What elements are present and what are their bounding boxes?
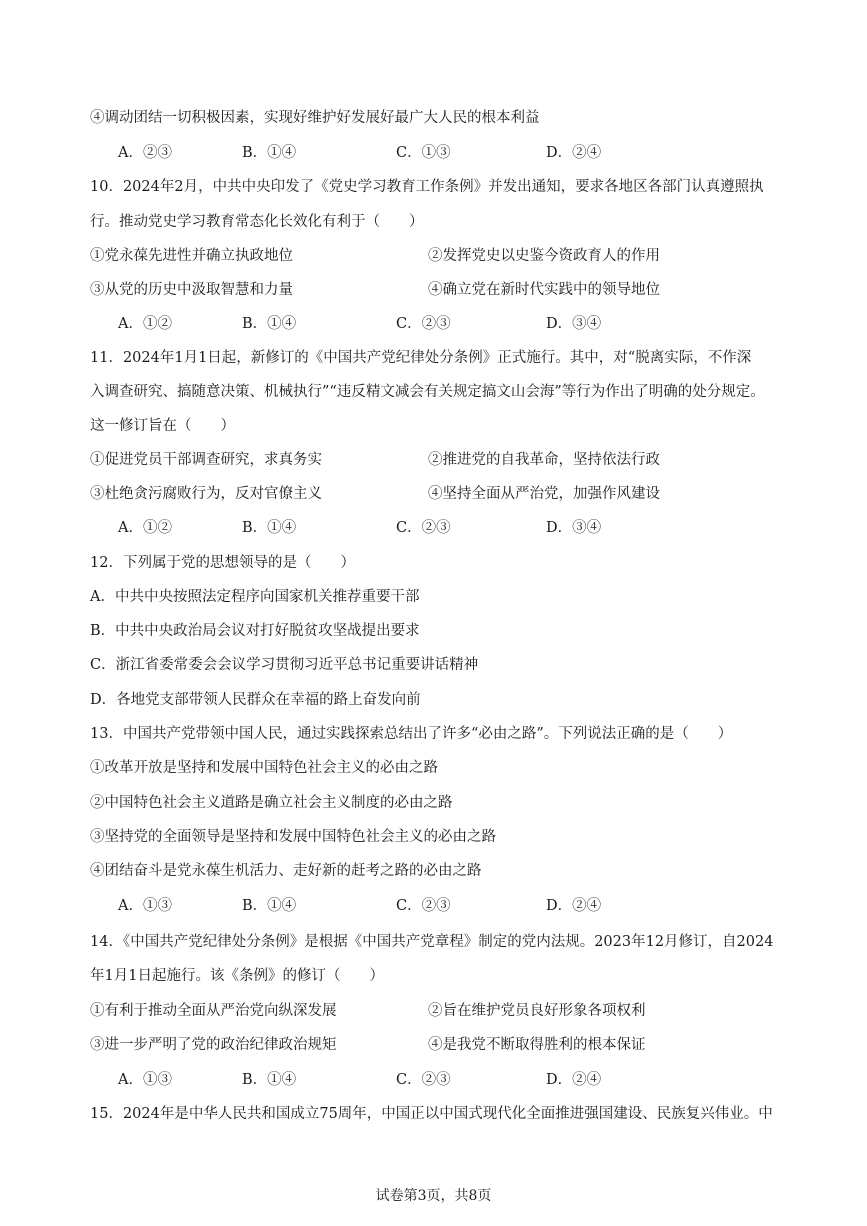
q14-item-2: ②旨在维护党员良好形象各项权利 bbox=[428, 1003, 646, 1019]
q13-stem: 13．中国共产党带领中国人民，通过实践探索总结出了许多“必由之路”。下列说法正确的是（ ） bbox=[90, 726, 733, 742]
q14-stem-line1: 14．《中国共产党纪律处分条例》是根据《中国共产党章程》制定的党内法规。2023年12月修订，自2024 bbox=[90, 934, 774, 950]
q15-stem-line1: 15．2024年是中华人民共和国成立75周年，中国正以中国式现代化全面推进强国建设、民族复兴伟业。中 bbox=[90, 1106, 773, 1122]
q14-items-row2 bbox=[90, 1035, 810, 1055]
q13-option-b: B．①④ bbox=[242, 898, 297, 914]
q11-option-a: A．①② bbox=[118, 520, 172, 536]
q11-options bbox=[118, 518, 758, 538]
q11-item-3: ③杜绝贪污腐败行为，反对官僚主义 bbox=[90, 486, 322, 502]
q9-options bbox=[118, 143, 758, 163]
q12-choice-d: D．各地党支部带领人民群众在幸福的路上奋发向前 bbox=[90, 692, 421, 708]
q10-option-c: C．②③ bbox=[396, 316, 451, 332]
q13-item-3: ③坚持党的全面领导是坚持和发展中国特色社会主义的必由之路 bbox=[90, 829, 496, 845]
q11-item-1: ①促进党员干部调查研究，求真务实 bbox=[90, 452, 322, 468]
q14-item-3: ③进一步严明了党的政治纪律政治规矩 bbox=[90, 1037, 337, 1053]
q9-item-4: ④调动团结一切积极因素，实现好维护好发展好最广大人民的根本利益 bbox=[90, 110, 540, 126]
q14-items-row1 bbox=[90, 1001, 810, 1021]
q12-choice-c: C．浙江省委常委会会议学习贯彻习近平总书记重要讲话精神 bbox=[90, 657, 479, 673]
q13-item-1: ①改革开放是坚持和发展中国特色社会主义的必由之路 bbox=[90, 760, 438, 776]
q13-item-4: ④团结奋斗是党永葆生机活力、走好新的赶考之路的必由之路 bbox=[90, 863, 482, 879]
q11-option-d: D．③④ bbox=[546, 520, 602, 536]
q12-choice-b: B．中共中央政治局会议对打好脱贫攻坚战提出要求 bbox=[90, 623, 420, 639]
q10-item-2: ②发挥党史以史鉴今资政育人的作用 bbox=[428, 248, 660, 264]
q10-stem-line1: 10．2024年2月，中共中央印发了《党史学习教育工作条例》并发出通知，要求各地区各部门认真遵照执 bbox=[90, 179, 764, 195]
q10-item-1: ①党永葆先进性并确立执政地位 bbox=[90, 248, 293, 264]
q10-options bbox=[118, 314, 758, 334]
page-footer: 试卷第3页，共8页 bbox=[375, 1188, 492, 1204]
q14-stem-line2: 年1月1日起施行。该《条例》的修订（ ） bbox=[90, 968, 384, 984]
q9-option-a: A．②③ bbox=[118, 145, 172, 161]
q13-option-a: A．①③ bbox=[118, 898, 172, 914]
q9-option-d: D．②④ bbox=[546, 145, 602, 161]
q13-option-c: C．②③ bbox=[396, 898, 451, 914]
q9-option-c: C．①③ bbox=[396, 145, 451, 161]
q11-item-2: ②推进党的自我革命，坚持依法行政 bbox=[428, 452, 660, 468]
q14-option-d: D．②④ bbox=[546, 1072, 602, 1088]
q10-item-4: ④确立党在新时代实践中的领导地位 bbox=[428, 282, 660, 298]
q13-options bbox=[118, 896, 758, 916]
q12-choice-a: A．中共中央按照法定程序向国家机关推荐重要干部 bbox=[90, 589, 420, 605]
q9-option-b: B．①④ bbox=[242, 145, 297, 161]
q10-item-3: ③从党的历史中汲取智慧和力量 bbox=[90, 282, 293, 298]
q11-stem-line2: 入调查研究、搞随意决策、机械执行”“违反精文减会有关规定搞文山会海”等行为作出了明确的处分规定。 bbox=[90, 384, 765, 400]
q13-item-2: ②中国特色社会主义道路是确立社会主义制度的必由之路 bbox=[90, 795, 453, 811]
q11-items-row1 bbox=[90, 450, 810, 470]
q14-options bbox=[118, 1070, 758, 1090]
q10-option-d: D．③④ bbox=[546, 316, 602, 332]
q10-option-b: B．①④ bbox=[242, 316, 297, 332]
q11-stem-line1: 11．2024年1月1日起，新修订的《中国共产党纪律处分条例》正式施行。其中，对“脱离实际，不作深 bbox=[90, 350, 752, 366]
q14-item-1: ①有利于推动全面从严治党向纵深发展 bbox=[90, 1003, 337, 1019]
q14-option-a: A．①③ bbox=[118, 1072, 172, 1088]
q14-option-b: B．①④ bbox=[242, 1072, 297, 1088]
q12-stem: 12．下列属于党的思想领导的是（ ） bbox=[90, 555, 355, 571]
q10-option-a: A．①② bbox=[118, 316, 172, 332]
q14-option-c: C．②③ bbox=[396, 1072, 451, 1088]
q11-option-b: B．①④ bbox=[242, 520, 297, 536]
q14-item-4: ④是我党不断取得胜利的根本保证 bbox=[428, 1037, 646, 1053]
q13-option-d: D．②④ bbox=[546, 898, 602, 914]
q10-items-row2 bbox=[90, 280, 810, 300]
q11-option-c: C．②③ bbox=[396, 520, 451, 536]
q11-items-row2 bbox=[90, 484, 810, 504]
q11-item-4: ④坚持全面从严治党，加强作风建设 bbox=[428, 486, 660, 502]
q10-items-row1 bbox=[90, 246, 810, 266]
q11-stem-line3: 这一修订旨在（ ） bbox=[90, 418, 235, 434]
q10-stem-line2: 行。推动党史学习教育常态化长效化有利于（ ） bbox=[90, 214, 424, 230]
